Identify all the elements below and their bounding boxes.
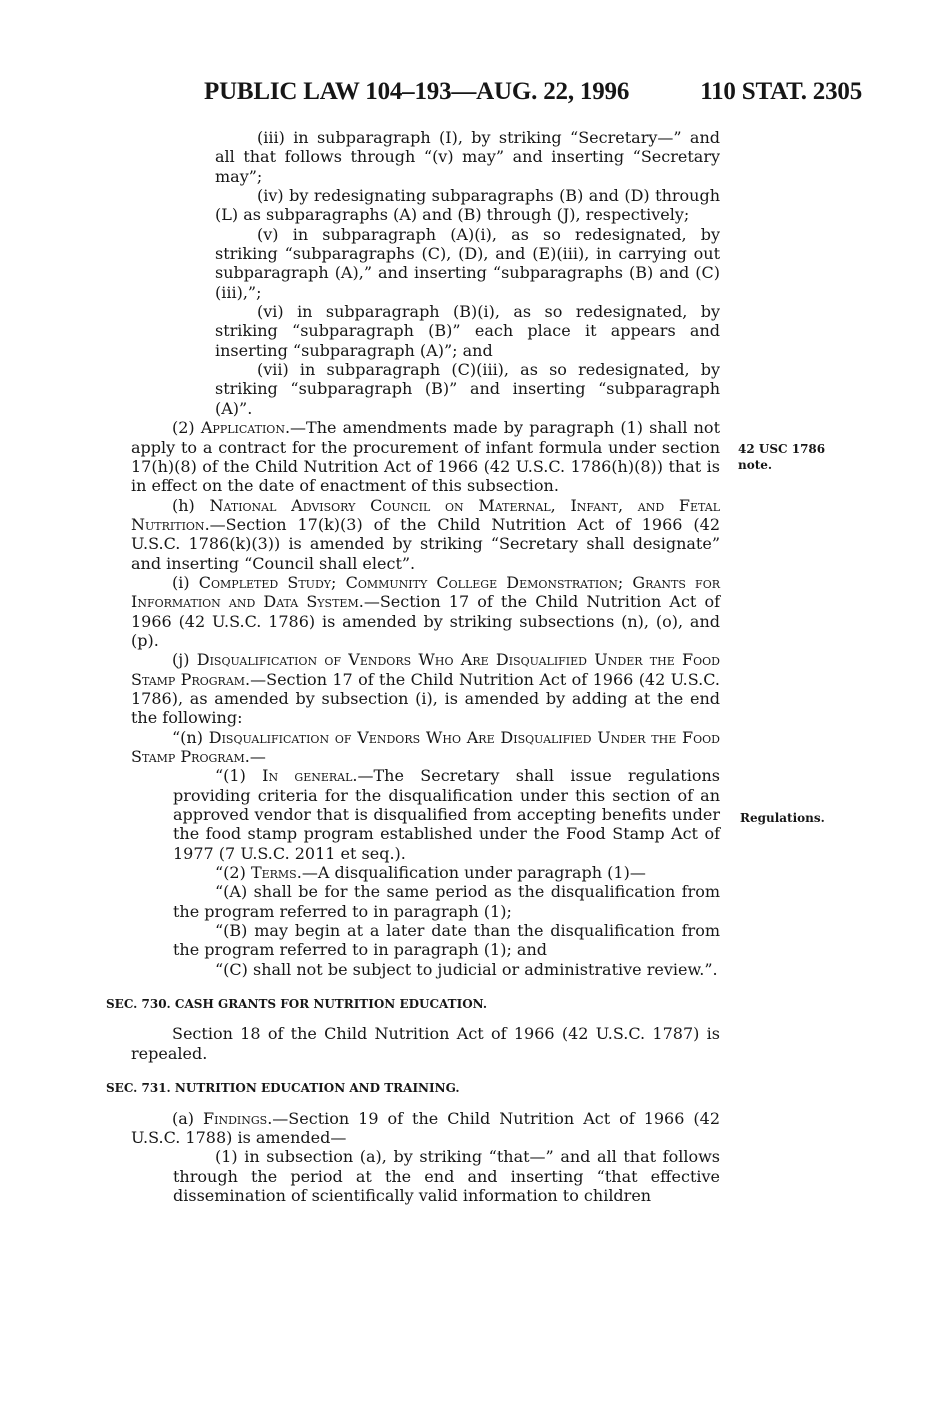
subsection-a-heading: Findings xyxy=(203,1108,268,1128)
section-731-heading: SEC. 731. NUTRITION EDUCATION AND TRAINING. xyxy=(106,1081,460,1096)
quoted-subparagraph-b: “(B) may begin at a later date than the disqualification from the program referred to in paragraph (1); and xyxy=(173,921,720,960)
clause-vii: (vii) in subparagraph (C)(iii), as so redesignated, by striking “subparagraph (B)” and inserting “subparagraph (A)”. xyxy=(215,360,720,418)
subsection-a xyxy=(131,1109,720,1148)
margin-note-usc xyxy=(738,441,825,473)
subsection-j-heading: Disqualification of Vendors Who Are Disqualified Under the Food Stamp Program xyxy=(131,650,720,689)
subsection-i-number: (i) xyxy=(172,572,190,592)
subsection-a-paragraph-1: (1) in subsection (a), by striking “that—” and all that follows through the period at the end and inserting “that effective dissemination of scientifically valid information to children xyxy=(173,1147,720,1205)
section-730-heading: SEC. 730. CASH GRANTS FOR NUTRITION EDUCATION. xyxy=(106,997,488,1012)
subsection-n-heading: Disqualification of Vendors Who Are Disqualified Under the Food Stamp Program xyxy=(131,727,720,766)
subsection-a-number: (a) xyxy=(172,1108,195,1128)
subsection-i-heading: Completed Study; Community College Demonstration; Grants for Information and Data System xyxy=(131,572,720,612)
quoted-paragraph-1 xyxy=(131,766,720,863)
subsection-a-text: .—Section 19 of the Child Nutrition Act of 1966 (42 U.S.C. 1788) is amended— xyxy=(131,1108,720,1147)
paragraph-2-number: “(2) xyxy=(215,863,246,883)
subsection-i-text: .—Section 17 of the Child Nutrition Act of 1966 (42 U.S.C. 1786) is amended by striking subsections (n), (o), and (p). xyxy=(131,592,720,650)
subsection-h-heading: National Advisory Council on Maternal, Infant, and Fetal Nutrition xyxy=(131,495,720,534)
paragraph-2-text: .—A disqualification under paragraph (1)— xyxy=(296,863,646,883)
header-stat-page: 110 STAT. 2305 xyxy=(700,78,862,105)
application-text: .—The amendments made by paragraph (1) shall not apply to a contract for the procurement of infant formula under section 17(h)(8) of the Child Nutrition Act of 1966 (42 U.S.C. 1786(h)(8)) that is in effect on the date of enactment of this subsection. xyxy=(131,418,720,496)
body-text xyxy=(106,128,721,1205)
clause-vi: (vi) in subparagraph (B)(i), as so redesignated, by striking “subparagraph (B)” each place it appears and inserting “subparagraph (A)”; and xyxy=(215,302,720,360)
quoted-subparagraph-c: “(C) shall not be subject to judicial or administrative review.”. xyxy=(215,959,718,979)
subsection-i xyxy=(131,573,720,650)
margin-note-usc-line1: 42 USC 1786 xyxy=(738,442,826,456)
paragraph-1-number: “(1) xyxy=(215,766,246,786)
subsection-n-text: .— xyxy=(244,747,266,766)
subsection-h-number: (h) xyxy=(172,495,195,515)
paragraph-1-text: .—The Secretary shall issue regulations providing criteria for the disqualification under this section of an approved vendor that is disqualified from accepting benefits under the food stamp program established under the Food Stamp Act of 1977 (7 U.S.C. 2011 et seq.). xyxy=(173,766,720,863)
application-heading: Application xyxy=(200,418,285,438)
margin-note-usc-line2: note. xyxy=(738,458,773,472)
paragraph-2-heading: Terms xyxy=(250,863,297,883)
quoted-subsection-n xyxy=(131,728,720,767)
quoted-subparagraph-a: “(A) shall be for the same period as the disqualification from the program referred to in paragraph (1); xyxy=(173,882,720,921)
header-public-law: PUBLIC LAW 104–193—AUG. 22, 1996 xyxy=(204,78,630,105)
section-730-text: Section 18 of the Child Nutrition Act of 1966 (42 U.S.C. 1787) is repealed. xyxy=(131,1024,720,1063)
subsection-h-text: .—Section 17(k)(3) of the Child Nutrition Act of 1966 (42 U.S.C. 1786(k)(3)) is amended by striking “Secretary shall designate” and inserting “Council shall elect”. xyxy=(131,514,720,573)
margin-note-regulations: Regulations. xyxy=(740,811,825,825)
subsection-j-text: .—Section 17 of the Child Nutrition Act of 1966 (42 U.S.C. 1786), as amended by subsection (i), is amended by adding at the end the following: xyxy=(131,669,721,728)
application-number: (2) xyxy=(172,418,195,438)
paragraph-application xyxy=(131,418,720,495)
clause-iv: (iv) by redesignating subparagraphs (B) and (D) through (L) as subparagraphs (A) and (B) through (J), respectively; xyxy=(215,186,720,225)
clause-iii: (iii) in subparagraph (I), by striking “Secretary—” and all that follows through “(v) may” and inserting “Secretary may”; xyxy=(215,128,720,186)
clause-v: (v) in subparagraph (A)(i), as so redesignated, by striking “subparagraphs (C), (D), and (E)(iii), in carrying out subparagraph (A),” and inserting “subparagraphs (B) and (C)(iii),”; xyxy=(215,224,720,302)
quoted-paragraph-2 xyxy=(131,863,720,882)
subsection-j xyxy=(131,650,720,727)
subsection-h xyxy=(131,496,720,573)
subsection-n-number: “(n) xyxy=(172,727,203,747)
subsection-j-number: (j) xyxy=(172,650,190,670)
paragraph-1-heading: In general xyxy=(262,766,353,786)
